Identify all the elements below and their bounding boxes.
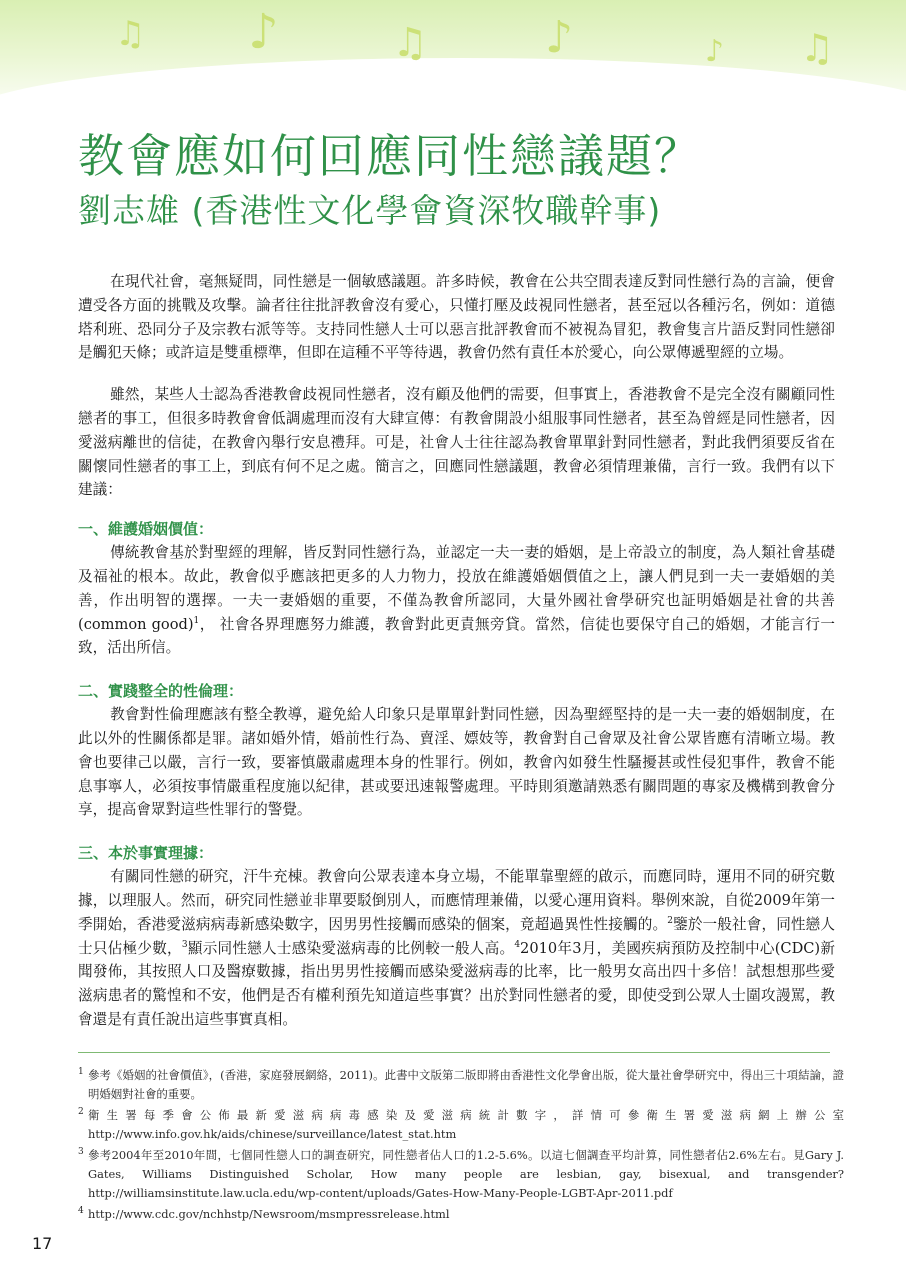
page-number: 17 xyxy=(32,1234,53,1253)
article-body xyxy=(78,270,835,1032)
article-header xyxy=(78,128,838,234)
section-facts xyxy=(78,842,835,1032)
footnotes xyxy=(78,1066,844,1226)
footnote-text[interactable]: 衛生署每季會公佈最新愛滋病病毒感染及愛滋病統計數字，詳情可參衛生署愛滋病網上辦公室http://www.info.gov.hk/aids/chinese/surveillance/latest_stat.htm xyxy=(88,1108,844,1141)
header-banner xyxy=(0,0,906,120)
paragraph: 教會對性倫理應該有整全教導，避免給人印象只是單單針對同性戀，因為聖經堅持的是一夫一妻的婚姻制度，在此以外的性關係都是罪。諸如婚外情，婚前性行為、賣淫、嫖妓等，教會對自己會眾及社會公眾皆應有清晰立場。教會也要律己以嚴，言行一致，要審慎嚴肅處理本身的性罪行。例如，教會內如發生性騷擾甚或性侵犯事件，教會不能息事寧人，必須按事情嚴重程度施以紀律，甚或要迅速報警處理。平時則須邀請熟悉有關問題的專家及機構到教會分享，提高會眾對這些性罪行的警覺。 xyxy=(78,706,835,819)
footnote xyxy=(78,1066,844,1104)
footnote-text: 參考《婚姻的社會價值》，(香港，家庭發展網絡，2011)。此書中文版第二版即將由香港性文化學會出版，從大量社會學研究中，得出三十項結論，證明婚姻對社會的重要。 xyxy=(88,1068,844,1101)
footnote-link[interactable]: http://www.cdc.gov/nchhstp/Newsroom/msmpressrelease.html xyxy=(88,1207,450,1221)
footnote-number: 1 xyxy=(78,1067,84,1077)
footnote-number: 3 xyxy=(78,1147,84,1157)
paragraph: 雖然，某些人士認為香港教會歧視同性戀者，沒有顧及他們的需要，但事實上，香港教會不是完全沒有關顧同性戀者的事工，但很多時教會會低調處理而沒有大肆宣傳：有教會開設小組服事同性戀者，甚至為曾經是同性戀者，因愛滋病離世的信徒，在教會內舉行安息禮拜。可是，社會人士往往認為教會單單針對同性戀者，對此我們須要反省在關懷同性戀者的事工上，到底有何不足之處。簡言之，回應同性戀議題，教會必須情理兼備，言行一致。我們有以下建議： xyxy=(78,386,835,499)
music-note-icon: ♪ xyxy=(705,34,725,69)
section-marriage xyxy=(78,518,835,660)
section-heading: 一、維護婚姻價值： xyxy=(78,520,214,539)
footnote-ref[interactable]: 2 xyxy=(667,915,673,926)
section-heading: 二、實踐整全的性倫理： xyxy=(78,682,244,701)
music-note-icon: ♪ xyxy=(545,12,574,63)
footnote xyxy=(78,1146,844,1203)
section-heading: 三、本於事實理據： xyxy=(78,844,214,863)
music-note-icon: ♫ xyxy=(800,26,835,70)
banner-curve xyxy=(0,58,906,120)
footnote xyxy=(78,1106,844,1144)
section-sexual-ethics xyxy=(78,680,835,822)
music-note-icon: ♫ xyxy=(115,14,146,54)
footnote-divider xyxy=(78,1052,830,1053)
footnote-number: 4 xyxy=(78,1206,84,1216)
article-author: 劉志雄 (香港性文化學會資深牧職幹事) xyxy=(78,191,662,230)
footnote xyxy=(78,1205,844,1224)
footnote-ref[interactable]: 4 xyxy=(514,939,521,950)
article-title: 教會應如何回應同性戀議題？ xyxy=(78,129,702,183)
paragraph: 在現代社會，毫無疑問，同性戀是一個敏感議題。許多時候，教會在公共空間表達反對同性戀行為的言論，便會遭受各方面的挑戰及攻擊。論者往往批評教會沒有愛心，只懂打壓及歧視同性戀者，甚至冠以各種污名，例如：道德塔利班、恐同分子及宗教右派等等。支持同性戀人士可以惡言批評教會而不被視為冒犯，教會隻言片語反對同性戀卻是觸犯天條；或許這是雙重標準，但即在這種不平等待遇，教會仍然有責任本於愛心，向公眾傳遞聖經的立場。 xyxy=(78,273,835,362)
music-note-icon: ♪ xyxy=(248,4,279,60)
music-note-icon: ♫ xyxy=(392,20,428,66)
footnote-number: 2 xyxy=(78,1107,84,1117)
footnote-text[interactable]: 參考2004年至2010年間，七個同性戀人口的調查研究，同性戀者佔人口的1.2-5.6%。以這七個調查平均計算，同性戀者佔2.6%左右。見Gary J. Gates, Williams Distinguished Scholar, How many people are lesbian, gay, bisexual, and transgender? http://williamsinstitute.law.ucla.edu/wp-content/uploads/Gates-How-Many-People-LGBT-Apr-2011.pdf xyxy=(88,1148,844,1200)
paragraph: 傳統教會基於對聖經的理解，皆反對同性戀行為，並認定一夫一妻的婚姻，是上帝設立的制度，為人類社會基礎及福祉的根本。故此，教會似乎應該把更多的人力物力，投放在維護婚姻價值之上，讓人們見到一夫一妻婚姻的美善，作出明智的選擇。一夫一妻婚姻的重要，不僅為教會所認同，大量外國社會學研究也証明婚姻是社會的共善(common good)$^1$， 社會各界理應努力維護，教會對此更責無旁貸。當然，信徒也要保守自己的婚姻，才能言行一致，活出所信。 xyxy=(78,544,835,657)
footnote-ref[interactable]: 3 xyxy=(181,939,188,950)
paragraph: 有關同性戀的研究，汗牛充棟。教會向公眾表達本身立場，不能單靠聖經的啟示，而應同時，運用不同的研究數據，以理服人。然而，研究同性戀並非單要駁倒別人，而應情理兼備，以愛心運用資料。舉例來說，自從2009年第一季開始，香港愛滋病病毒新感染數字，因男男性接觸而感染的個案，竟超過異性性接觸的。$^2$鑒於一般社會，同性戀人士只佔極少數，$^3$顯示同性戀人士感染愛滋病毒的比例較一般人高。$^4$2010年3月，美國疾病預防及控制中心(CDC)新聞發佈，其按照人口及醫療數據，指出男男性接觸而感染愛滋病毒的比率，比一般男女高出四十多倍！試想想那些愛滋病患者的驚惶和不安，他們是否有權利預先知道這些事實？出於對同性戀者的愛，即使受到公眾人士圍攻謾罵，教會還是有責任說出這些事實真相。 xyxy=(78,868,835,1028)
footnote-ref[interactable]: 1 xyxy=(193,615,200,626)
